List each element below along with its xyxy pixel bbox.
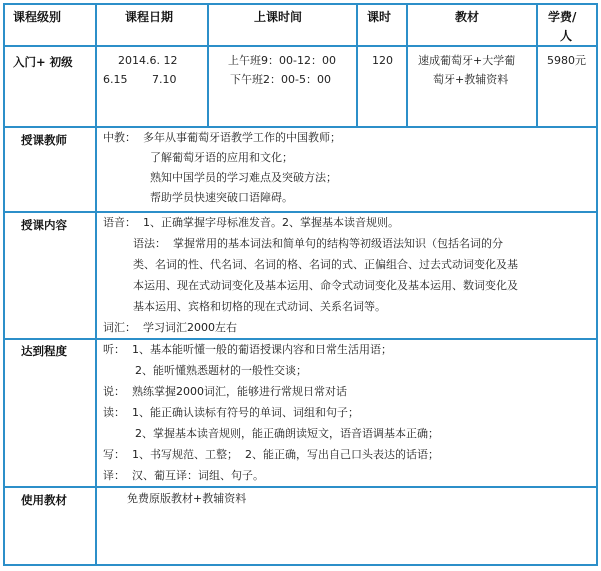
- teacher-line: 帮助学员快速突破口语障碍。: [150, 191, 293, 204]
- header-fee-line1: 学费/: [548, 10, 577, 24]
- col-border-label: [95, 3, 97, 566]
- course-hours: 120: [372, 54, 393, 67]
- content-label: 授课内容: [21, 218, 67, 232]
- col-border-left: [3, 3, 5, 566]
- col-border-time: [356, 3, 358, 127]
- textbook-text: 免费原版教材+教辅资料: [127, 492, 247, 505]
- header-fee-line2: 人: [560, 29, 573, 43]
- row-border-bottom: [3, 564, 598, 566]
- level-line: 写： 1、书写规范、工整； 2、能正确，写出自己口头表达的话语；: [103, 448, 439, 461]
- header-date: 课程日期: [125, 10, 174, 24]
- header-material: 教材: [455, 10, 480, 24]
- level-label: 达到程度: [21, 344, 67, 358]
- course-material-line1: 速成葡萄牙+大学葡: [418, 54, 516, 67]
- teacher-line: 熟知中国学员的学习难点及突破方法；: [150, 171, 337, 184]
- row-border-level: [3, 486, 598, 488]
- header-time: 上课时间: [254, 10, 303, 24]
- course-date-line2: 6.15 7.10: [103, 73, 177, 86]
- teacher-label: 授课教师: [21, 133, 67, 147]
- col-border-material: [536, 3, 538, 127]
- course-fee: 5980元: [547, 54, 586, 67]
- header-level: 课程级别: [13, 10, 62, 24]
- content-line: 类、名词的性、代名词、名词的格、名词的式、正偏组合、过去式动词变化及基: [133, 258, 518, 271]
- content-line: 基本运用、宾格和切格的现在式动词、关系名词等。: [133, 300, 386, 313]
- row-border-course: [3, 126, 598, 128]
- row-border-header: [3, 45, 598, 47]
- level-line: 2、能听懂熟悉题材的一般性交谈；: [135, 364, 307, 377]
- row-border-teacher: [3, 211, 598, 213]
- row-border-content: [3, 338, 598, 340]
- level-line: 2、掌握基本读音规则，能正确朗读短文，语音语调基本正确；: [135, 427, 439, 440]
- course-time-line1: 上午班9：00-12：00: [228, 54, 336, 67]
- col-border-date: [207, 3, 209, 127]
- course-date-line1: 2014.6. 12: [118, 54, 178, 67]
- course-material-line2: 萄牙+教辅资料: [433, 73, 509, 86]
- course-level: 入门+ 初级: [13, 55, 73, 69]
- content-line: 语法： 掌握常用的基本词法和简单句的结构等初级语法知识（包括名词的分: [133, 237, 503, 250]
- content-line: 本运用、现在式动词变化及基本运用、命令式动词变化及基本运用、数词变化及: [133, 279, 518, 292]
- course-time-line2: 下午班2：00-5：00: [230, 73, 331, 86]
- content-line: 词汇： 学习词汇2000左右: [103, 321, 237, 334]
- row-border-top: [3, 3, 598, 5]
- teacher-line: 中教： 多年从事葡萄牙语教学工作的中国教师；: [103, 131, 341, 144]
- level-line: 译： 汉、葡互译：词组、句子。: [103, 469, 264, 482]
- col-border-right: [596, 3, 598, 566]
- header-hours: 课时: [367, 10, 392, 24]
- content-line: 语音： 1、正确掌握字母标准发音。2、掌握基本读音规则。: [103, 216, 399, 229]
- col-border-hours: [406, 3, 408, 127]
- textbook-label: 使用教材: [21, 493, 67, 507]
- level-line: 读： 1、能正确认读标有符号的单词、词组和句子；: [103, 406, 359, 419]
- level-line: 说： 熟练掌握2000词汇，能够进行常规日常对话: [103, 385, 347, 398]
- level-line: 听： 1、基本能听懂一般的葡语授课内容和日常生活用语；: [103, 343, 392, 356]
- teacher-line: 了解葡萄牙语的应用和文化；: [150, 151, 293, 164]
